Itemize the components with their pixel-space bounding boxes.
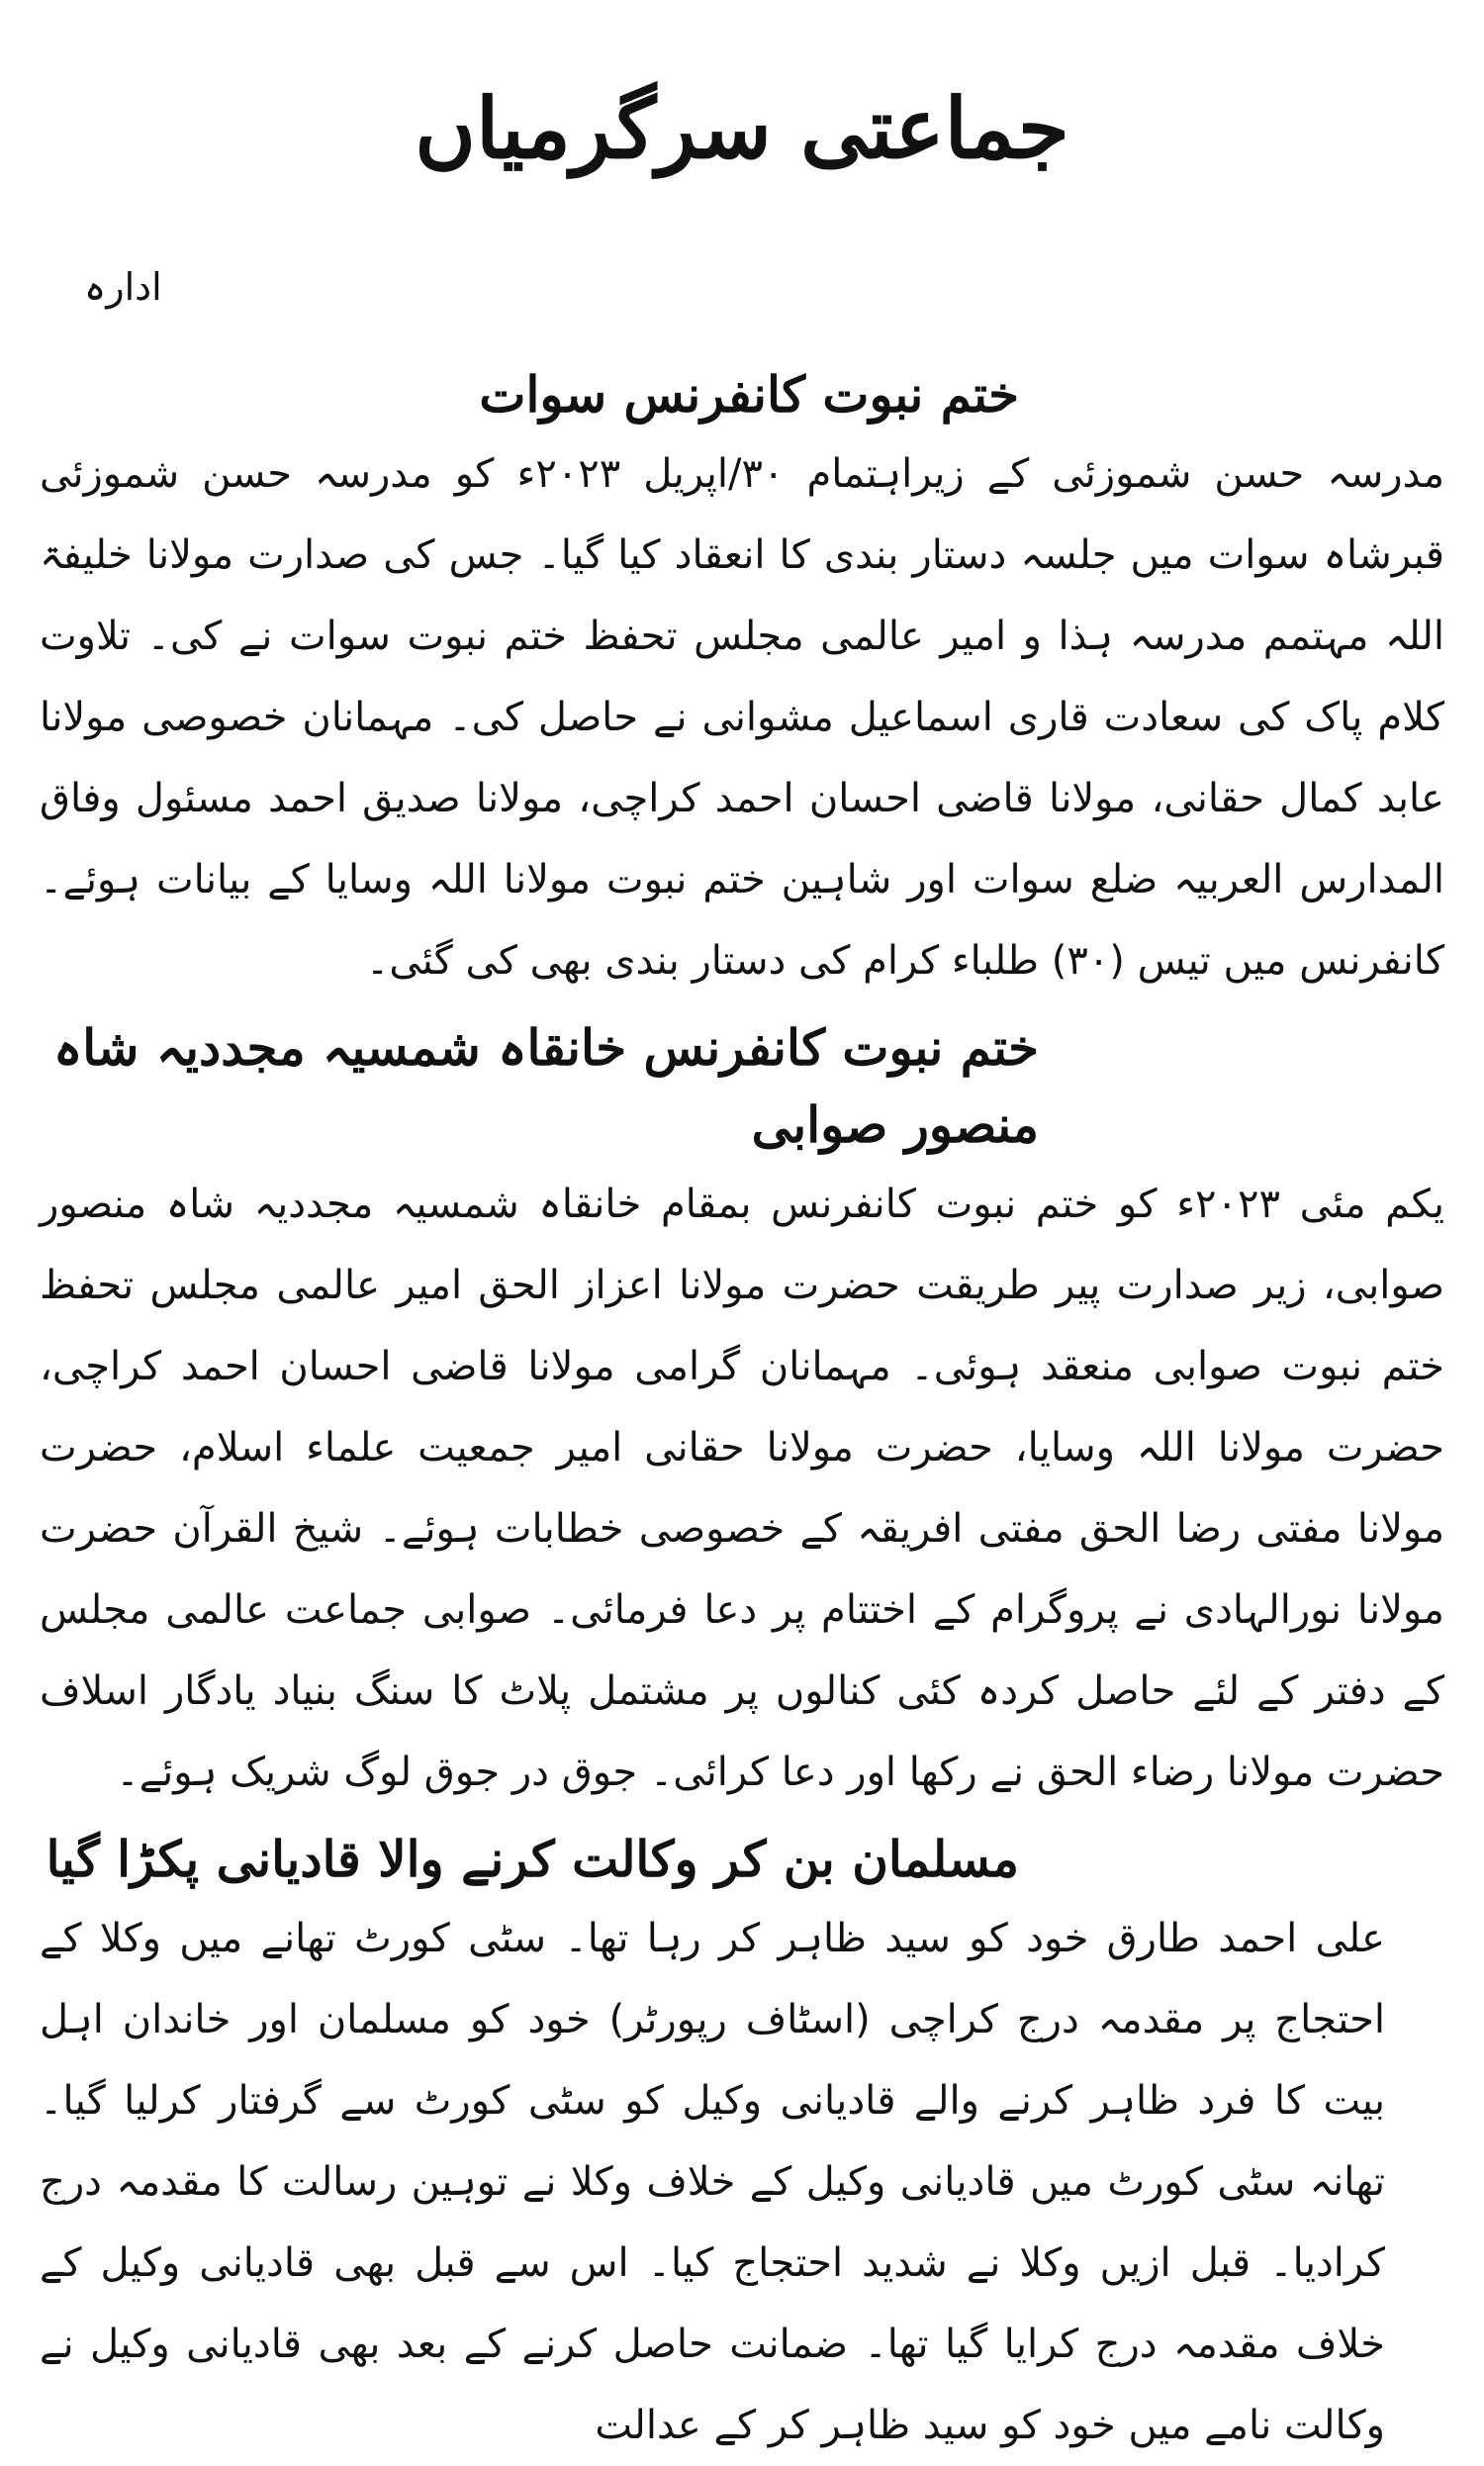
section-qadiani-lawyer-arrested bbox=[40, 1821, 1444, 2466]
page-title: جماعتی سرگرمیاں bbox=[415, 79, 1069, 177]
section-heading-text: مسلمان بن کر وکالت کرنے والا قادیانی پکڑا گیا bbox=[46, 1830, 1019, 1888]
section-body: مدرسہ حسن شموزئی کے زیراہتمام ۳۰/اپریل ۲۰۲۳ء کو مدرسہ حسن شموزئی قبرشاہ سوات میں جلسہ دستار بندی کا انعقاد کیا گیا۔ جس کی صدارت مولانا خلیفۃ اللہ مہتمم مدرسہ ہذا و امیر عالمی مجلس تحفظ ختم نبوت سوات نے کی۔ تلاوت کلام پاک کی سعادت قاری اسماعیل مشوانی نے حاصل کی۔ مہمانان خصوصی مولانا عابد کمال حقانی، مولانا قاضی احسان احمد کراچی، مولانا صدیق احمد مسئول وفاق المدارس العربیہ ضلع سوات اور شاہین ختم نبوت مولانا اللہ وسایا کے بیانات ہوئے۔ کانفرنس میں تیس (۳۰) طلباء کرام کی دستار بندی بھی کی گئی۔ bbox=[40, 451, 1445, 984]
section-body: علی احمد طارق خود کو سید ظاہر کر رہا تھا۔ سٹی کورٹ تھانے میں وکلا کے احتجاج پر مقدمہ درج کراچی (اسٹاف رپورٹر) خود کو مسلمان اور خاندان اہل بیت کا فرد ظاہر کرنے والے قادیانی وکیل کو سٹی کورٹ سے گرفتار کرلیا گیا۔ تھانہ سٹی کورٹ میں قادیانی وکیل کے خلاف وکلا نے توہین رسالت کا مقدمہ درج کرادیا۔ قبل ازیں وکلا نے شدید احتجاج کیا۔ اس سے قبل بھی قادیانی وکیل کے خلاف مقدمہ درج کرایا گیا تھا۔ ضمانت حاصل کرنے کے بعد بھی قادیانی وکیل نے وکالت نامے میں خود کو سید ظاہر کر کے عدالت bbox=[40, 1916, 1385, 2448]
section-heading bbox=[40, 356, 1444, 433]
section-khatm-e-nabuwwat-swat bbox=[40, 356, 1444, 1001]
section-heading bbox=[40, 1821, 1444, 1898]
author-label: ادارہ bbox=[84, 265, 162, 309]
section-heading bbox=[40, 1009, 1444, 1164]
section-heading-text: ختم نبوت کانفرنس سوات bbox=[479, 365, 1019, 424]
section-body: یکم مئی ۲۰۲۳ء کو ختم نبوت کانفرنس بمقام خانقاہ شمسیہ مجددیہ شاہ منصور صوابی، زیر صدارت پیر طریقت حضرت مولانا اعزاز الحق امیر عالمی مجلس تحفظ ختم نبوت صوابی منعقد ہوئی۔ مہمانان گرامی مولانا قاضی احسان احمد کراچی، حضرت مولانا اللہ وسایا، حضرت مولانا حقانی امیر جمعیت علماء اسلام، حضرت مولانا مفتی رضا الحق مفتی افریقہ کے خصوصی خطابات ہوئے۔ شیخ القرآن حضرت مولانا نورالہادی نے پروگرام کے اختتام پر دعا فرمائی۔ صوابی جماعت عالمی مجلس کے دفتر کے لئے حاصل کردہ کئی کنالوں پر مشتمل پلاٹ کا سنگ بنیاد یادگار اسلاف حضرت مولانا رضاء الحق نے رکھا اور دعا کرائی۔ جوق در جوق لوگ شریک ہوئے۔ bbox=[40, 1182, 1444, 1795]
section-heading-text: ختم نبوت کانفرنس خانقاہ شمسیہ مجددیہ شاہ منصور صوابی bbox=[53, 1018, 1039, 1154]
section-khatm-e-nabuwwat-swabi bbox=[40, 1009, 1444, 1813]
